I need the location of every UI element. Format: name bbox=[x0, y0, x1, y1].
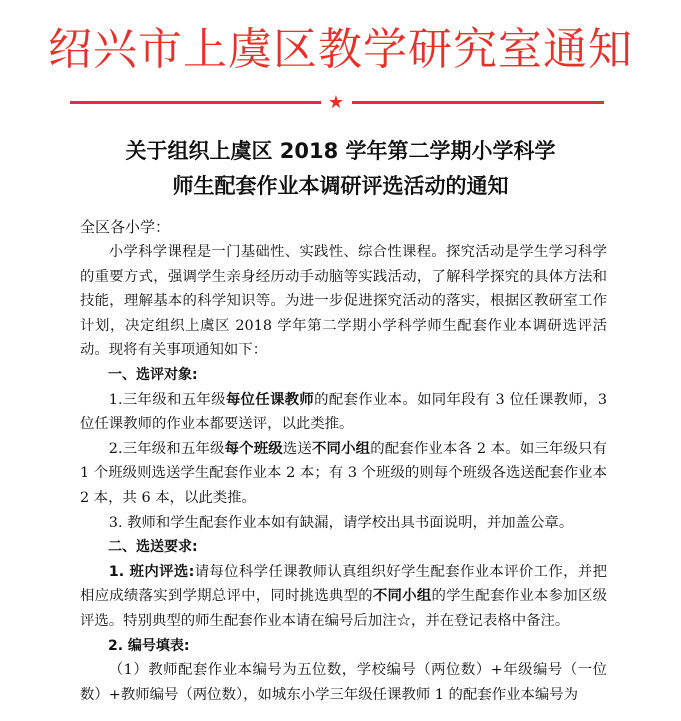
masthead-title: 绍兴市上虞区教学研究室通知 bbox=[48, 24, 633, 75]
targets-item-2-emphasis-group: 不同小组 bbox=[311, 440, 371, 457]
notice-title-line-2: 师生配套作业本调研评选活动的通知 bbox=[172, 174, 509, 198]
requirements-item-2-label: 2. 编号填表: bbox=[108, 637, 190, 654]
targets-item-2-text-e: 的配套作业本各 2 本。如三年级只有 1 个班级则选送学生配套作业本 2 本；有 3 个班级的则每个班级各选送配套作业本 2 本，共 6 本，以此类推。 bbox=[80, 440, 607, 506]
section-heading-targets: 一、选评对象: bbox=[108, 366, 198, 383]
targets-item-3: 3. 教师和学生配套作业本如有缺漏，请学校出具书面说明，并加盖公章。 bbox=[108, 514, 574, 531]
targets-item-2 bbox=[80, 437, 607, 511]
targets-item-2-text-a: 2.三年级和五年级 bbox=[108, 440, 225, 457]
salutation: 全区各小学： bbox=[80, 218, 171, 236]
requirements-item-1-text-a: 请每位科学任课教师认真组织好学生配套作业本评价工作，并把相应成绩落实到学期总评中，同时挑选典型的 bbox=[80, 563, 607, 605]
targets-item-1-text-a: 1.三年级和五年级 bbox=[108, 391, 226, 408]
targets-item-2-text-c: 选送 bbox=[282, 440, 312, 457]
targets-item-1-emphasis: 每位任课教师 bbox=[225, 391, 315, 408]
star-icon: ★ bbox=[327, 92, 345, 113]
requirements-item-1-text-c: 的学生配套作业本参加区级评选。特别典型的师生配套作业本请在编号后加注☆，并在登记表格中备注。 bbox=[80, 588, 607, 629]
targets-item-1 bbox=[80, 388, 607, 437]
notice-title-line-1: 关于组织上虞区 2018 学年第二学期小学科学 bbox=[125, 139, 556, 163]
requirements-item-1-label: 1. 班内评选: bbox=[108, 563, 195, 580]
targets-item-2-emphasis-class: 每个班级 bbox=[224, 440, 283, 457]
section-heading-requirements: 二、选送要求: bbox=[108, 539, 198, 556]
masthead-rule-left bbox=[70, 101, 321, 104]
requirements-item-1-emphasis: 不同小组 bbox=[372, 588, 432, 605]
notice-body bbox=[80, 214, 607, 707]
requirements-item-2-text: （1）教师配套作业本编号为五位数，学校编号（两位数）+年级编号（一位数）+教师编号（两位数），如城东小学三年级任课教师 1 的配套作业本编号为 bbox=[80, 662, 607, 703]
targets-item-1-text-c: 的配套作业本。如同年段有 3 位任课教师，3 位任课教师的作业本都要送评，以此类推。 bbox=[80, 391, 607, 433]
masthead-rule-right bbox=[352, 101, 604, 104]
requirements-item-1 bbox=[80, 560, 607, 634]
intro-paragraph: 小学科学课程是一门基础性、实践性、综合性课程。探究活动是学生学习科学的重要方式，强调学生亲身经历动手动脑等实践活动，了解科学探究的具体方法和技能，理解基本的科学知识等。为进一步促进探究活动的落实，根据区教研室工作计划，决定组织上虞区 2018 学年第二学期小学科学师生配套作业本调研选评活动。现将有关事项通知如下： bbox=[80, 244, 607, 359]
